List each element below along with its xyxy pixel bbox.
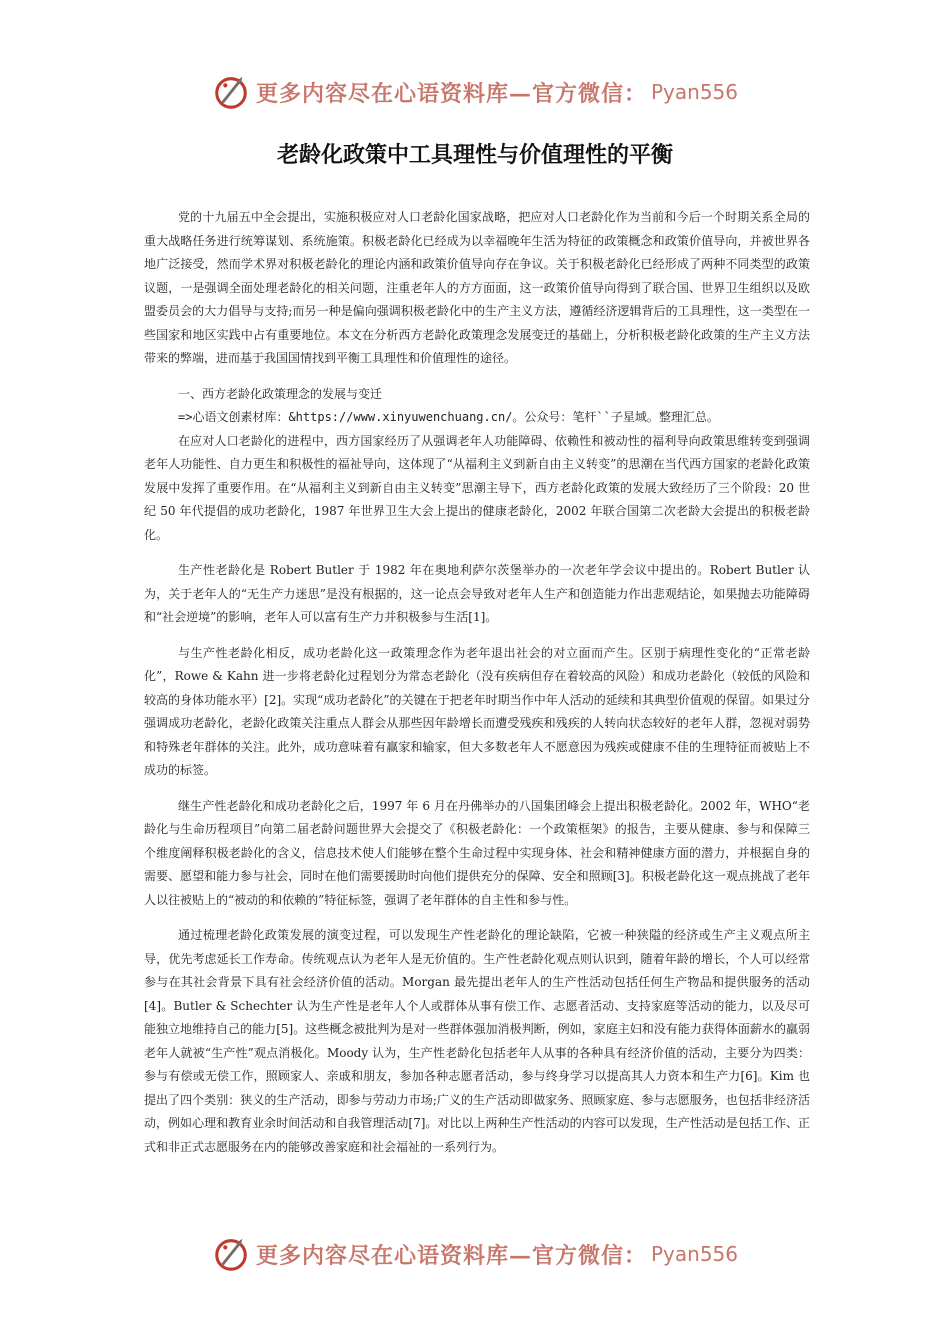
- pen-logo-icon: [212, 1235, 250, 1273]
- paragraph-evolution: 在应对人口老龄化的进程中，西方国家经历了从强调老年人功能障碍、依赖性和被动性的福利导向政策思维转变到强调老年人功能性、自力更生和积极性的福祉导向，这体现了“从福利主义到新自由主义转变”的思潮在当代西方国家的老龄化政策发展中发挥了重要作用。在“从福利主义到新自由主义转变”思潮主导下，西方老龄化政策的发展大致经历了三个阶段：20 世纪 50 年代提倡的成功老龄化，1987 年世界卫生大会上提出的健康老龄化，2002 年联合国第二次老龄大会提出的积极老龄化。: [144, 433, 810, 542]
- top-watermark-banner: [0, 70, 950, 114]
- bottom-watermark-banner: [0, 1232, 950, 1276]
- paragraph-active-aging: 继生产性老龄化和成功老龄化之后，1997 年 6 月在丹佛举办的八国集团峰会上提出积极老龄化。2002 年，WHO“老龄化与生命历程项目”向第二届老龄问题世界大会提交了《积极老龄化：一个政策框架》的报告，主要从健康、参与和保障三个维度阐释积极老龄化的含义，信息技术使人们能够在整个生命过程中实现身体、社会和精神健康方面的潜力，并根据自身的需要、愿望和能力参与社会，同时在他们需要援助时向他们提供充分的保障、安全和照顾[3]。积极老龄化这一观点挑战了老年人以往被贴上的“被动的和依赖的”特征标签，强调了老年群体的自主性和参与性。: [144, 798, 810, 907]
- paragraph-successful-aging: 与生产性老龄化相反，成功老龄化这一政策理念作为老年退出社会的对立面而产生。区别于病理性变化的“正常老龄化”，Rowe & Kahn 进一步将老龄化过程划分为常态老龄化（没有疾病但存在着较高的风险）和成功老龄化（较低的风险和较高的身体功能水平）[2]。实现“成功老龄化”的关键在于把老年时期当作中年人活动的延续和其典型价值观的保留。如果过分强调成功老龄化，老龄化政策关注重点人群会从那些因年龄增长而遭受残疾和残疾的人转向状态较好的老年人群，忽视对弱势和特殊老年群体的关注。此外，成功意味着有赢家和输家，但大多数老年人不愿意因为残疾或健康不佳的生理特征而被贴上不成功的标签。: [144, 645, 810, 777]
- section-heading-1: 一、西方老龄化政策理念的发展与变迁: [178, 386, 383, 401]
- paragraph-productive-aging: 生产性老龄化是 Robert Butler 于 1982 年在奥地利萨尔茨堡举办的一次老年学会议中提出的。Robert Butler 认为，关于老年人的“无生产力迷思”是没有根据的，这一论点会导致对老年人生产和创造能力作出悲观结论，如果抛去功能障碍和“社会逆境”的影响，老年人可以富有生产力并积极参与生活[1]。: [144, 563, 810, 624]
- document-title: 老龄化政策中工具理性与价值理性的平衡: [276, 143, 673, 168]
- document-body: [144, 206, 810, 1159]
- source-watermark-line: =>心语文创素材库：&https://www.xinyuwenchuang.cn/。公众号：笔杆``子星域。整理汇总。: [178, 410, 719, 424]
- banner-text: 更多内容尽在心语资料库—官方微信：: [255, 1242, 647, 1269]
- banner-wechat-id: Pyan556: [651, 80, 739, 104]
- pen-logo-icon: [212, 73, 250, 111]
- banner-wechat-id: Pyan556: [651, 1242, 739, 1266]
- banner-text: 更多内容尽在心语资料库—官方微信：: [255, 80, 647, 107]
- paragraph-intro: 党的十九届五中全会提出，实施积极应对人口老龄化国家战略，把应对人口老龄化作为当前和今后一个时期关系全局的重大战略任务进行统筹谋划、系统施策。积极老龄化已经成为以幸福晚年生活为特征的政策概念和政策价值导向，并被世界各地广泛接受，然而学术界对积极老龄化的理论内涵和政策价值导向存在争议。关于积极老龄化已经形成了两种不同类型的政策议题，一是强调全面处理老龄化的相关问题，注重老年人的方方面面，这一政策价值导向得到了联合国、世界卫生组织以及欧盟委员会的大力倡导与支持;而另一种是偏向强调积极老龄化中的生产主义方法，遵循经济逻辑背后的工具理性，这一类型在一些国家和地区实践中占有重要地位。本文在分析西方老龄化政策理念发展变迁的基础上，分析积极老龄化政策的生产主义方法带来的弊端，进而基于我国国情找到平衡工具理性和价值理性的途径。: [144, 210, 810, 365]
- paragraph-productive-critique: 通过梳理老龄化政策发展的演变过程，可以发现生产性老龄化的理论缺陷，它被一种狭隘的经济或生产主义观点所主导，优先考虑延长工作寿命。传统观点认为老年人是无价值的。生产性老龄化观点则认识到，随着年龄的增长，个人可以经常参与在其社会背景下具有社会经济价值的活动。Morgan 最先提出老年人的生产性活动包括任何生产物品和提供服务的活动[4]。Butler & Schechter 认为生产性是老年人个人或群体从事有偿工作、志愿者活动、支持家庭等活动的能力，以及尽可能独立地维持自己的能力[5]。这些概念被批判为是对一些群体强加消极判断，例如，家庭主妇和没有能力获得体面薪水的羸弱老年人就被“生产性”观点消极化。Moody 认为，生产性老龄化包括老年人从事的各种具有经济价值的活动，主要分为四类：参与有偿或无偿工作，照顾家人、亲戚和朋友，参加各种志愿者活动，参与终身学习以提高其人力资本和生产力[6]。Kim 也提出了四个类别：狭义的生产活动，即参与劳动力市场;广义的生产活动即做家务、照顾家庭、参与志愿服务，也包括非经济活动，例如心理和教育业余时间活动和自我管理活动[7]。对比以上两种生产性活动的内容可以发现，生产性活动是包括工作、正式和非正式志愿服务在内的能够改善家庭和社会福祉的一系列行为。: [144, 928, 810, 1154]
